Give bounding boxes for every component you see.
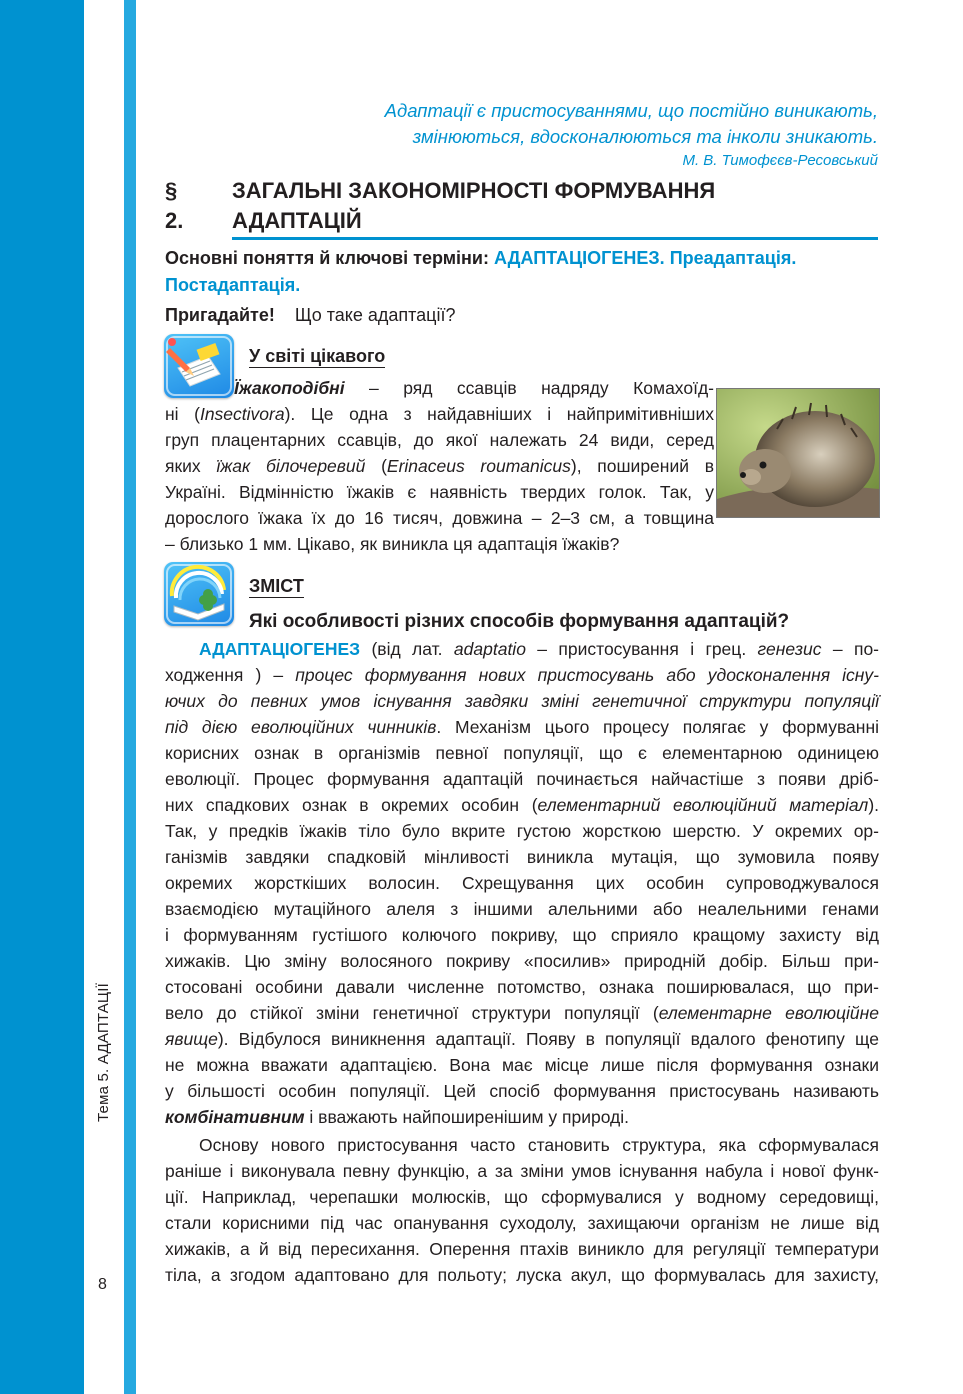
epigraph-line: змінюються, вдосконалюються та інколи зникають.	[412, 126, 878, 147]
text-line: ючих до певних умов існування завдяки зміні генетичної структури популяції	[165, 691, 879, 711]
section-number: § 2.	[165, 178, 184, 233]
epigraph-line: Адаптації є пристосуваннями, що постійно виникають,	[384, 100, 878, 121]
epigraph-author: М. В. Тимофєєв-Ресовський	[682, 152, 878, 169]
text-line: хижаків, а й від пересихання. Оперення птахів виникло для регуляції температури	[165, 1239, 879, 1259]
text-line: дорослого їжака їх до 16 тисяч, довжина – 2–3 см, а товщина	[165, 508, 714, 528]
key-terms-label: Основні поняття й ключові терміни:	[165, 248, 489, 268]
section-title-line: АДАПТАЦІЙ	[232, 208, 362, 233]
text-line: стали корисними під час опанування суходолу, захищаючи організм не лише від	[165, 1213, 879, 1233]
interesting-title: У світі цікавого	[249, 346, 386, 366]
key-terms	[165, 245, 885, 299]
text-line: комбінативним і вважають найпоширенішим у природі.	[165, 1107, 630, 1127]
text-line: явище). Відбулося виникнення адаптації. Появу в популяції вдалого фенотипу ще	[165, 1029, 879, 1049]
text-line: ції. Наприклад, черепашки молюсків, що сформувалися у водному середовищі,	[165, 1187, 879, 1207]
text-line: Основу нового пристосування часто становить структура, яка сформувалася	[199, 1135, 879, 1155]
topic-vertical-label: Тема 5. АДАПТАЦІЇ	[95, 983, 112, 1122]
text-line: тіла, а згодом адаптовано для польоту; луска акул, що формувалась для захисту,	[165, 1265, 879, 1285]
text-line: вело до стійкої зміни генетичної структури популяції (елементарне еволюційне	[165, 1003, 879, 1023]
text-line: під дією еволюційних чинників. Механізм цього процесу полягає у формуванні	[165, 717, 879, 737]
pencil-notebook-icon	[164, 334, 234, 398]
text-line: АДАПТАЦІОГЕНЕЗ (від лат. adaptatio – пристосування і грец. генезис – по-	[199, 639, 879, 659]
hedgehog-photo	[716, 388, 880, 518]
text-line: – близько 1 мм. Цікаво, як виникла ця адаптація їжаків?	[165, 534, 620, 554]
key-term: Преадаптація.	[669, 248, 797, 268]
key-term: АДАПТАЦІОГЕНЕЗ.	[493, 248, 665, 268]
heading-underline	[232, 237, 878, 240]
text-line: груп плацентарних ссавців, до якої належать 24 види, серед	[165, 430, 714, 450]
text-line: раніше і виконувала певну функцію, а за зміни умов існування набула і нової функ-	[165, 1161, 879, 1181]
text-line: у більшості особин популяції. Цей спосіб формування пристосувань називають	[165, 1081, 879, 1101]
text-line: ні (Insectivora). Це одна з найдавніших і найпримітивніших	[165, 404, 715, 424]
text-line: Так, у предків їжаків тіло було вкрите густою жорсткою шерстю. У окремих ор-	[165, 821, 879, 841]
recall-question: Що таке адаптації?	[294, 305, 456, 325]
text-line: яких їжак білочеревий (Erinaceus roumanicus), поширений в	[165, 456, 714, 476]
text-line: взаємодією мутаційного алеля з іншими алельними або неалельними генами	[165, 899, 879, 919]
text-line: корисних ознак в організмів певної популяції, що є елементарною одиницею	[165, 743, 879, 763]
sidebar-white-strip	[84, 0, 124, 1394]
key-term: Постадаптація.	[165, 275, 301, 295]
text-line: ганізмів завдяки спадковій мінливості виникла мутація, що зумовила появу	[165, 847, 879, 867]
content-title: ЗМІСТ	[249, 576, 304, 596]
rainbow-book-clover-icon	[164, 562, 234, 626]
text-line: стосовані особини давали численне потомство, ознака поширювалася, що при-	[165, 977, 879, 997]
text-line: еволюції. Процес формування адаптацій починається найчастіше з появи дріб-	[165, 769, 879, 789]
text-line: і формуванням густішого колючого покриву, що сприяло кращому захисту від	[165, 925, 879, 945]
page-number: 8	[98, 1276, 107, 1293]
recall-prompt	[165, 302, 456, 328]
text-line: ходження ) – процес формування нових пристосувань або удосконалення існу-	[165, 665, 879, 685]
section-title-line: ЗАГАЛЬНІ ЗАКОНОМІРНОСТІ ФОРМУВАННЯ	[232, 178, 716, 203]
text-line: Їжакоподібні – ряд ссавців надряду Комахоїд-	[234, 378, 714, 398]
epigraph	[385, 98, 878, 171]
text-line: окремих жорсткіших волосин. Схрещування цих особин супроводжувалося	[165, 873, 879, 893]
sidebar-dark-strip	[0, 0, 84, 1394]
recall-label: Пригадайте!	[165, 305, 275, 325]
text-line: них спадкових ознак в окремих особин (елементарний еволюційний матеріал).	[165, 795, 880, 815]
text-line: хижаків. Цю зміну волосяного покриву «посилив» природній добір. Більш при-	[165, 951, 879, 971]
sidebar-light-strip	[124, 0, 136, 1394]
content-question: Які особливості різних способів формування адаптацій?	[249, 611, 790, 632]
text-line: не можна вважати адаптацією. Вона має місце лише після формування ознаки	[165, 1055, 879, 1075]
text-line: Україні. Відмінністю їжаків є наявність твердих голок. Так, у	[165, 482, 714, 502]
